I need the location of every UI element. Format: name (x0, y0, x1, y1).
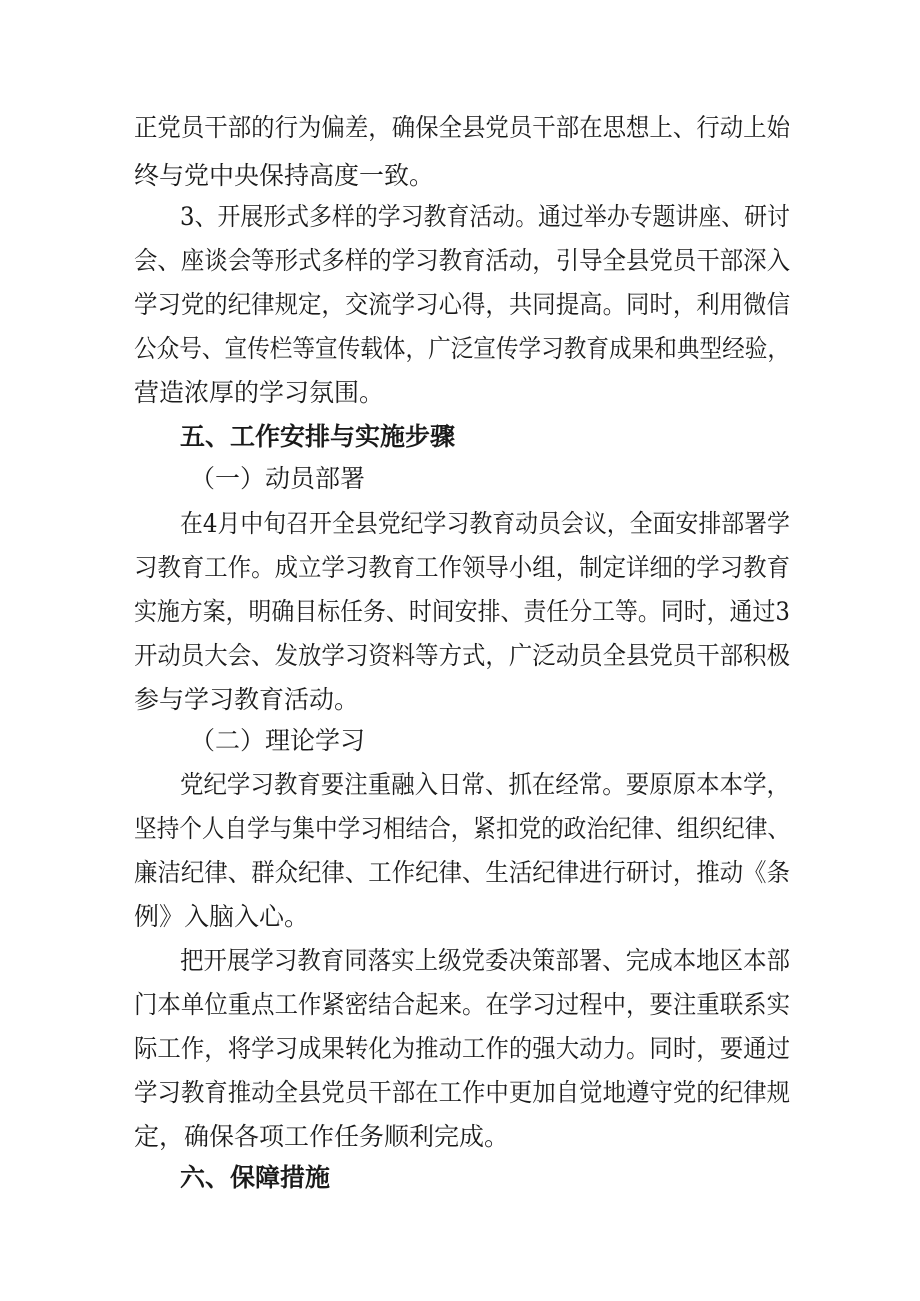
text-line: 定，确保各项工作任务顺利完成。 (134, 1122, 510, 1151)
text-line: 实施方案，明确目标任务、时间安排、责任分工等。同时，通过3 (134, 597, 790, 626)
text-line: 开动员大会、发放学习资料等方式，广泛动员全县党员干部积极 (134, 641, 791, 670)
text-line: 门本单位重点工作紧密结合起来。在学习过程中，要注重联系实 (134, 990, 791, 1019)
text-line: 习教育工作。成立学习教育工作领导小组，制定详细的学习教育 (134, 553, 791, 582)
text-line: 学习教育推动全县党员干部在工作中更加自觉地遵守党的纪律规 (134, 1078, 791, 1107)
text-line: 公众号、宣传栏等宣传载体，广泛宣传学习教育成果和典型经验， (134, 334, 791, 363)
text-line: 廉洁纪律、群众纪律、工作纪律、生活纪律进行研讨，推动《条 (134, 858, 791, 887)
text-line: 3、开展形式多样的学习教育活动。通过举办专题讲座、研讨 (180, 202, 790, 231)
subsection-heading-1: （一）动员部署 (190, 464, 366, 493)
section-heading-6: 六、保障措施 (180, 1163, 331, 1192)
text-line: 把开展学习教育同落实上级党委决策部署、完成本地区本部 (180, 946, 791, 975)
text-line: 终与党中央保持高度一致。 (134, 161, 435, 190)
text-line: 际工作，将学习成果转化为推动工作的强大动力。同时，要通过 (134, 1034, 791, 1063)
text-line: 党纪学习教育要注重融入日常、抓在经常。要原原本本学， (180, 770, 791, 799)
text-line: 营造浓厚的学习氛围。 (134, 378, 385, 407)
text-line: 正党员干部的行为偏差，确保全县党员干部在思想上、行动上始 (134, 113, 791, 142)
text-line: 在4月中旬召开全县党纪学习教育动员会议，全面安排部署学 (180, 509, 790, 538)
text-line: 坚持个人自学与集中学习相结合，紧扣党的政治纪律、组织纪律、 (134, 814, 791, 843)
text-line: 例》入脑入心。 (134, 902, 310, 931)
text-line: 参与学习教育活动。 (134, 685, 360, 714)
text-line: 会、座谈会等形式多样的学习教育活动，引导全县党员干部深入 (134, 246, 791, 275)
text-line: 学习党的纪律规定，交流学习心得，共同提高。同时，利用微信 (134, 290, 791, 319)
subsection-heading-2: （二）理论学习 (190, 726, 366, 755)
section-heading-5: 五、工作安排与实施步骤 (180, 422, 456, 451)
